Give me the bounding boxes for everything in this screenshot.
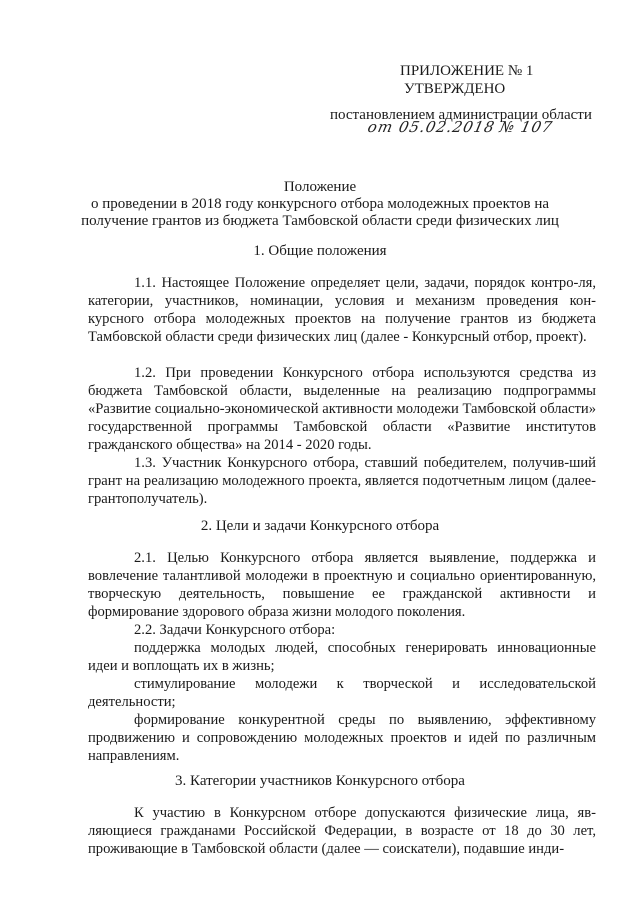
paragraph-1-1: 1.1. Настоящее Положение определяет цели, задачи, порядок контро-ля, категории, участников, номинации, условия и механизм проведения кон-курсного отбора молодежных проектов на получение грантов из бюджета Тамбовской области среди физических лиц (далее - Конкурсный отбор, проект). [88, 275, 596, 345]
title-line-2: получение грантов из бюджета Тамбовской области среди физических лиц [81, 213, 559, 229]
appendix-label: ПРИЛОЖЕНИЕ № 1 [400, 63, 534, 79]
paragraph-1-2: 1.2. При проведении Конкурсного отбора используются средства из бюджета Тамбовской области, выделенные на реализацию подпрограммы «Развитие социально-экономической активности молодежи Тамбовской области» государственной программы Тамбовской области «Развитие институтов гражданского общества» на 2014 - 2020 годы. [88, 365, 596, 453]
section-2-heading: 2. Цели и задачи Конкурсного отбора [200, 518, 440, 534]
paragraph-2-1: 2.1. Целью Конкурсного отбора является выявление, поддержка и вовлечение талантливой молодежи в проектную и социально ориентированную, творческую деятельность, повышение ее гражданской активности и формирование здорового образа жизни молодого поколения. [88, 550, 596, 620]
paragraph-2-2: 2.2. Задачи Конкурсного отбора: [134, 622, 336, 638]
handwritten-number: № 107 [498, 118, 555, 136]
approved-label: УТВЕРЖДЕНО [404, 81, 506, 97]
handwritten-date: от 05.02.2018 [366, 118, 497, 136]
section-3-heading: 3. Категории участников Конкурсного отбора [175, 773, 465, 789]
paragraph-3: К участию в Конкурсном отборе допускаются физические лица, яв-ляющиеся гражданами Российской Федерации, в возрасте от 18 до 30 лет, проживающие в Тамбовской области (далее — соискатели), подавшие инди- [88, 805, 596, 857]
title-line-1: о проведении в 2018 году конкурсного отбора молодежных проектов на [90, 196, 550, 212]
task-item-2: стимулирование молодежи к творческой и исследовательской деятельности; [88, 676, 596, 710]
task-item-1: поддержка молодых людей, способных генерировать инновационные идеи и воплощать их в жизнь; [88, 640, 596, 674]
paragraph-1-3: 1.3. Участник Конкурсного отбора, ставший победителем, получив-ший грант на реализацию молодежного проекта, является подотчетным лицом (далее- грантополучатель). [88, 455, 596, 507]
section-1-heading: 1. Общие положения [253, 243, 387, 259]
task-item-3: формирование конкурентной среды по выявлению, эффективному продвижению и сопровождению молодежных проектов и идей по различным направлениям. [88, 712, 596, 764]
resolution-label: постановлением администрации области [330, 107, 592, 123]
document-type-title: Положение [283, 179, 357, 195]
